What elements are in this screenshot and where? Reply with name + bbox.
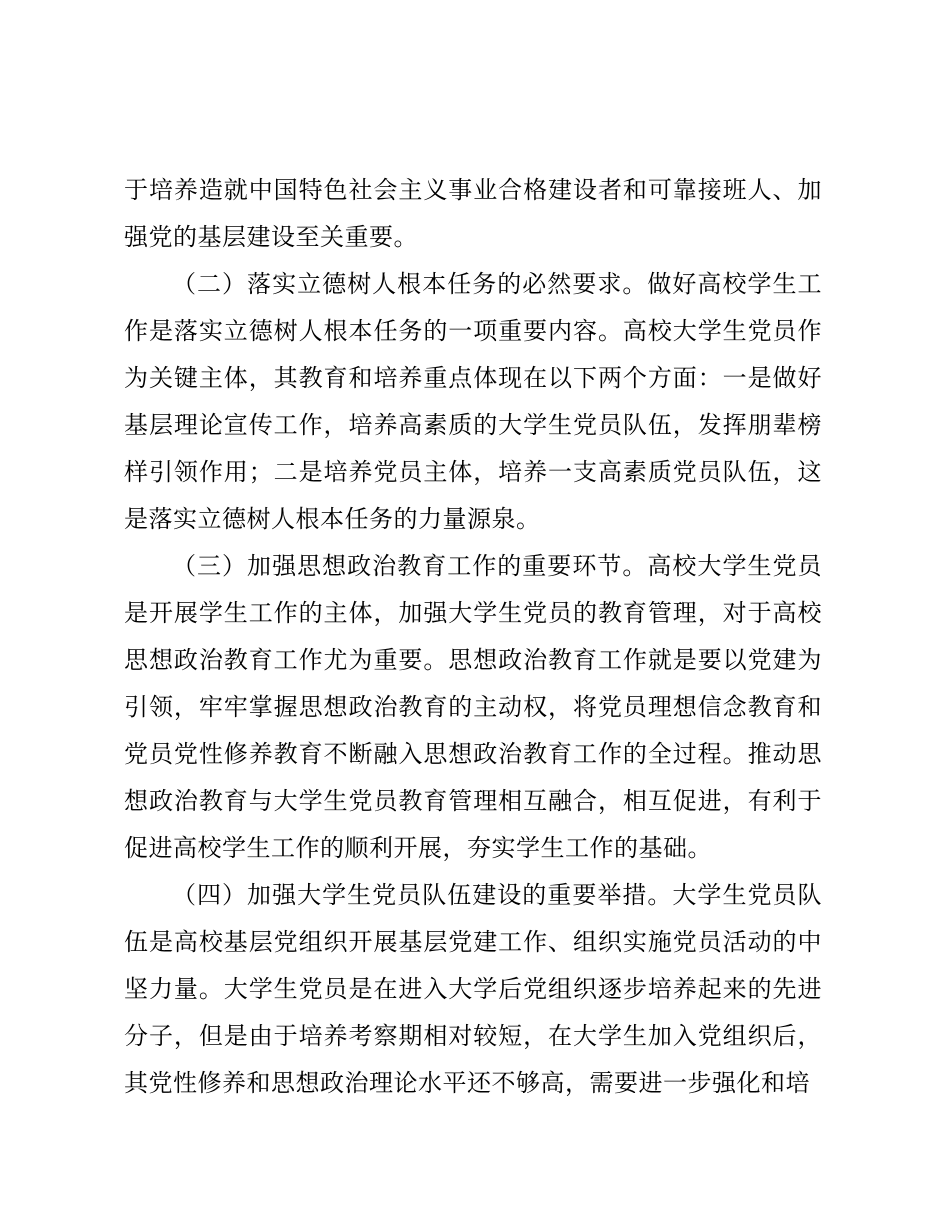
paragraph-continuation: 于培养造就中国特色社会主义事业合格建设者和可靠接班人、加强党的基层建设至关重要。: [124, 176, 822, 251]
document-page: [124, 167, 822, 1107]
paragraph-section-three: （三）加强思想政治教育工作的重要环节。高校大学生党员是开展学生工作的主体，加强大学生党员的教育管理，对于高校思想政治教育工作尤为重要。思想政治教育工作就是要以党建为引领，牢牢掌握思想政治教育的主动权，将党员理想信念教育和党员党性修养教育不断融入思想政治教育工作的全过程。推动思想政治教育与大学生党员教育管理相互融合，相互促进，有利于促进高校学生工作的顺利开展，夯实学生工作的基础。: [124, 552, 822, 862]
paragraph-section-two: （二）落实立德树人根本任务的必然要求。做好高校学生工作是落实立德树人根本任务的一项重要内容。高校大学生党员作为关键主体，其教育和培养重点体现在以下两个方面：一是做好基层理论宣传工作，培养高素质的大学生党员队伍，发挥朋辈榜样引领作用；二是培养党员主体，培养一支高素质党员队伍，这是落实立德树人根本任务的力量源泉。: [124, 270, 822, 533]
paragraph-section-four: （四）加强大学生党员队伍建设的重要举措。大学生党员队伍是高校基层党组织开展基层党建工作、组织实施党员活动的中坚力量。大学生党员是在进入大学后党组织逐步培养起来的先进分子，但是由于培养考察期相对较短，在大学生加入党组织后，其党性修养和思想政治理论水平还不够高，需要进一步强化和培: [124, 881, 822, 1097]
